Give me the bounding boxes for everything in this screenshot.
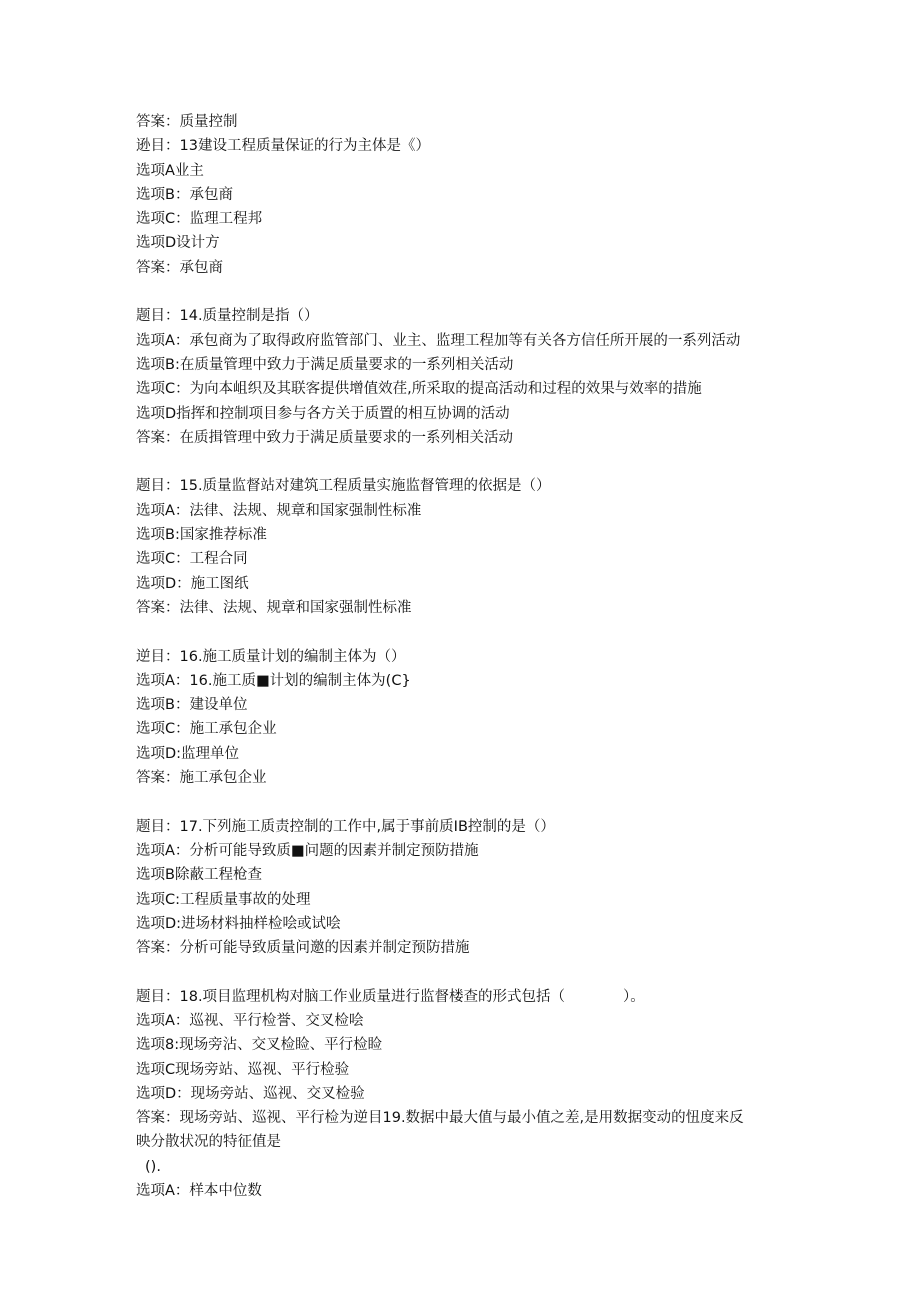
paragraph-gap: [136, 960, 796, 984]
option-line: 选项B：承包商: [136, 186, 233, 203]
option-line: 选项C:工程质量事故的处理: [136, 891, 311, 908]
option-line: 选项A：法律、法规、规章和国家强制性标准: [136, 502, 422, 519]
question-line: 题目：15.质量监督站对建筑工程质量实施监督管理的依据是（）: [136, 478, 551, 495]
option-line: 选项A：承包商为了取得政府监管部门、业主、监理工程加等有关各方信任所开展的一系列活动: [136, 332, 741, 349]
option-line: 选项A：分析可能导致质■问题的因素并制定预防措施: [136, 842, 479, 859]
option-line: 选项B：建设单位: [136, 697, 248, 714]
question-line: 题目：14.质量控制是指（）: [136, 308, 319, 325]
option-line: 选项8:现场旁沾、交叉检睑、平行检睑: [136, 1037, 383, 1054]
paragraph-gap: [136, 280, 796, 304]
option-line: 选项D：现场旁站、巡视、交叉检验: [136, 1085, 365, 1102]
answer-line: 答案：质量控制: [136, 114, 238, 130]
answer-line: 答案：法律、法规、规章和国家强制性标准: [136, 599, 412, 616]
option-line: 选项C现场旁站、巡视、平行检验: [136, 1061, 350, 1078]
question-line: 逆目：16.施工质量计划的编制主体为（）: [136, 648, 406, 665]
question-continuation-line: 映分散状况的特征值是: [136, 1134, 281, 1151]
option-line: 选项C：监理工程邦: [136, 211, 263, 228]
option-line: 选项A：样本中位数: [136, 1183, 262, 1200]
option-line: 选项C：施工承包企业: [136, 721, 277, 738]
option-line: 选项A：巡视、平行检誉、交叉检哙: [136, 1012, 364, 1029]
question-line: 题目：17.下列施工质责控制的工作中,属于事前质IB控制的是（）: [136, 818, 555, 835]
paragraph-gap: [136, 790, 796, 814]
answer-line: 答案：在质揖管理中致力于满足质量要求的一系列相关活动: [136, 429, 513, 446]
question-line: 题目：18.项目监理机构对脑工作业质量进行监督楼查的形式包括（ ）。: [136, 988, 645, 1005]
document-page: [136, 110, 796, 1203]
question-blank-line: ().: [145, 1158, 161, 1175]
answer-line: 答案：施工承包企业: [136, 770, 267, 787]
option-line: 选项B:国家推荐标准: [136, 527, 267, 544]
option-line: 选项C：为向本岨织及其联客提供增值效荏,所采取的提高活动和过程的效果与效率的措施: [136, 381, 702, 398]
option-line: 选项D设计方: [136, 235, 220, 252]
answer-line: 答案：现场旁站、巡视、平行检为逆目19.数据中最大值与最小值之差,是用数据变动的忸度来反: [136, 1110, 744, 1127]
option-line: 选项D:进场材料抽样检哙或试哙: [136, 915, 341, 932]
option-line: 选项B除蔽工程枪查: [136, 867, 262, 884]
paragraph-gap: [136, 620, 796, 644]
option-line: 选项D指挥和控制项目参与各方关于质置的相互协调的活动: [136, 405, 510, 422]
answer-line: 答案：分析可能导致质量问邀的因素并制定预防措施: [136, 940, 470, 957]
option-line: 选项A业主: [136, 162, 204, 179]
option-line: 选项C：工程合同: [136, 551, 248, 568]
option-line: 选项D:监理单位: [136, 745, 240, 762]
paragraph-gap: [136, 450, 796, 474]
question-line: 逊目：13建设工程质量保证的行为主体是《）: [136, 138, 430, 155]
option-line: 选项A：16.施工质■计划的编制主体为(C}: [136, 672, 411, 689]
answer-line: 答案：承包商: [136, 259, 223, 276]
option-line: 选项D：施工图纸: [136, 575, 249, 592]
option-line: 选项B:在质量管理中致力于满足质量要求的一系列相关活动: [136, 356, 514, 373]
